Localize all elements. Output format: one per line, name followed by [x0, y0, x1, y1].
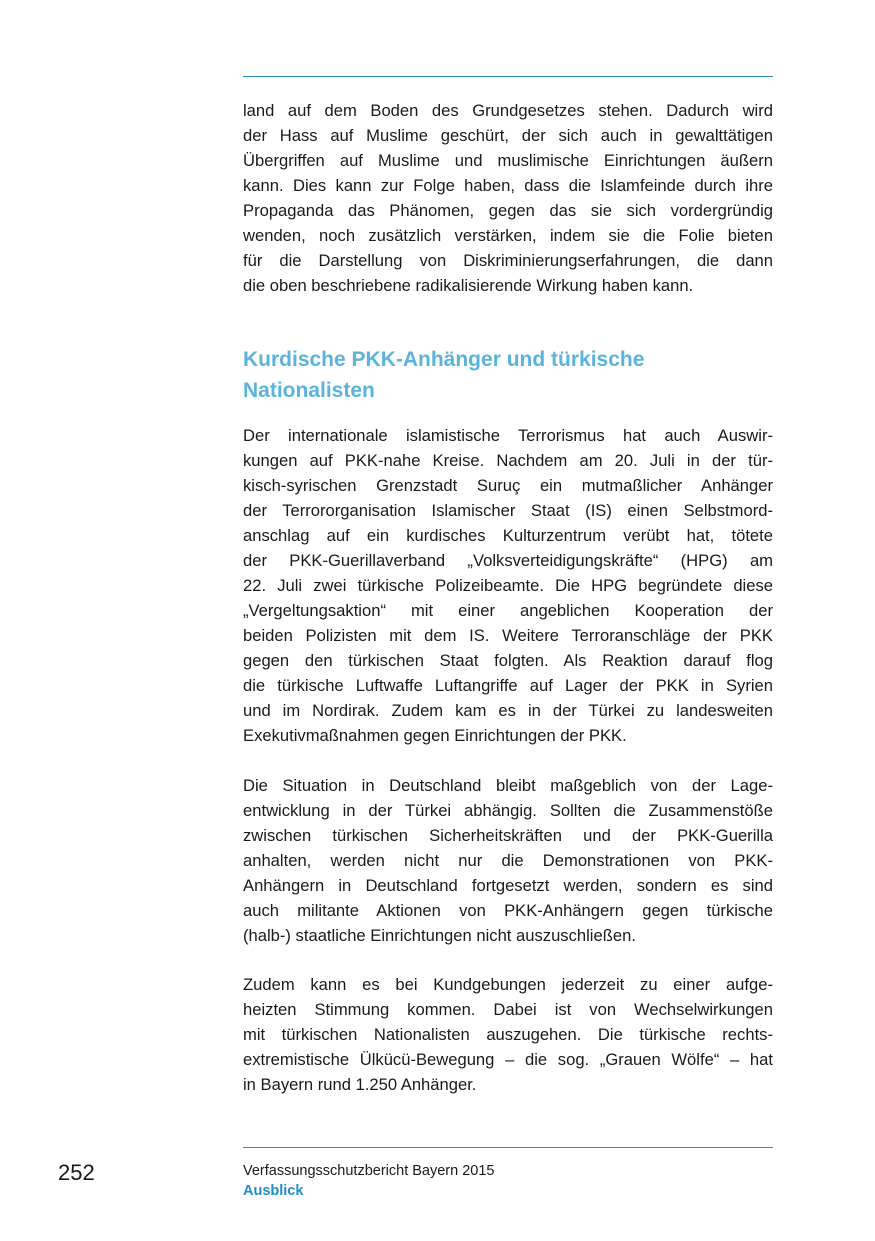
text-line: kungen auf PKK-nahe Kreise. Nachdem am 20. Juli in der tür-	[243, 451, 773, 470]
text-line: der Terrororganisation Islamischer Staat (IS) einen Selbstmord-	[243, 501, 773, 520]
text-line: der PKK-Guerillaverband „Volksverteidigungskräfte“ (HPG) am	[243, 551, 773, 570]
section-heading	[243, 344, 773, 406]
text-line: auch militante Aktionen von PKK-Anhängern gegen türkische	[243, 901, 773, 920]
paragraph-intro	[243, 98, 773, 298]
text-line: (halb-) staatliche Einrichtungen nicht auszuschließen.	[243, 926, 636, 945]
paragraph-situation-germany	[243, 773, 773, 948]
text-line: extremistische Ülkücü-Bewegung – die sog. „Grauen Wölfe“ – hat	[243, 1050, 773, 1069]
heading-line-1: Kurdische PKK-Anhänger und türkische	[243, 348, 645, 371]
text-line: in Bayern rund 1.250 Anhänger.	[243, 1075, 477, 1094]
text-line: gegen den türkischen Staat folgten. Als Reaktion darauf flog	[243, 651, 773, 670]
publication-title: Verfassungsschutzbericht Bayern 2015	[243, 1163, 495, 1179]
text-line: heizten Stimmung kommen. Dabei ist von Wechselwirkungen	[243, 1000, 773, 1019]
text-line: Exekutivmaßnahmen gegen Einrichtungen der PKK.	[243, 726, 627, 745]
text-line: 22. Juli zwei türkische Polizeibeamte. Die HPG begründete diese	[243, 576, 773, 595]
text-line: anschlag auf ein kurdisches Kulturzentrum verübt hat, tötete	[243, 526, 773, 545]
text-line: Übergriffen auf Muslime und muslimische Einrichtungen äußern	[243, 151, 773, 170]
page-number: 252	[58, 1160, 95, 1185]
text-line: Anhängern in Deutschland fortgesetzt werden, sondern es sind	[243, 876, 773, 895]
text-line: Propaganda das Phänomen, gegen das sie sich vordergründig	[243, 201, 773, 220]
paragraph-pkk-terrorism	[243, 423, 773, 748]
footer-divider	[243, 1147, 773, 1148]
text-line: land auf dem Boden des Grundgesetzes stehen. Dadurch wird	[243, 101, 773, 120]
text-line: Die Situation in Deutschland bleibt maßgeblich von der Lage-	[243, 776, 773, 795]
text-line: zwischen türkischen Sicherheitskräften und der PKK-Guerilla	[243, 826, 773, 845]
text-line: kann. Dies kann zur Folge haben, dass die Islamfeinde durch ihre	[243, 176, 773, 195]
text-line: der Hass auf Muslime geschürt, der sich auch in gewalttätigen	[243, 126, 773, 145]
section-name: Ausblick	[243, 1183, 304, 1199]
text-line: „Vergeltungsaktion“ mit einer angeblichen Kooperation der	[243, 601, 773, 620]
text-line: für die Darstellung von Diskriminierungserfahrungen, die dann	[243, 251, 773, 270]
text-line: Zudem kann es bei Kundgebungen jederzeit zu einer aufge-	[243, 975, 773, 994]
text-line: Der internationale islamistische Terrorismus hat auch Auswir-	[243, 426, 773, 445]
text-line: und im Nordirak. Zudem kam es in der Türkei zu landesweiten	[243, 701, 773, 720]
heading-line-2: Nationalisten	[243, 379, 375, 402]
text-line: entwicklung in der Türkei abhängig. Sollten die Zusammenstöße	[243, 801, 773, 820]
text-line: wenden, noch zusätzlich verstärken, indem sie die Folie bieten	[243, 226, 773, 245]
text-line: beiden Polizisten mit dem IS. Weitere Terroranschläge der PKK	[243, 626, 773, 645]
top-divider	[243, 76, 773, 77]
text-line: anhalten, werden nicht nur die Demonstrationen von PKK-	[243, 851, 773, 870]
text-line: die oben beschriebene radikalisierende Wirkung haben kann.	[243, 276, 694, 295]
text-line: mit türkischen Nationalisten auszugehen. Die türkische rechts-	[243, 1025, 773, 1044]
text-line: kisch-syrischen Grenzstadt Suruç ein mutmaßlicher Anhänger	[243, 476, 773, 495]
paragraph-nationalists	[243, 972, 773, 1097]
text-line: die türkische Luftwaffe Luftangriffe auf Lager der PKK in Syrien	[243, 676, 773, 695]
